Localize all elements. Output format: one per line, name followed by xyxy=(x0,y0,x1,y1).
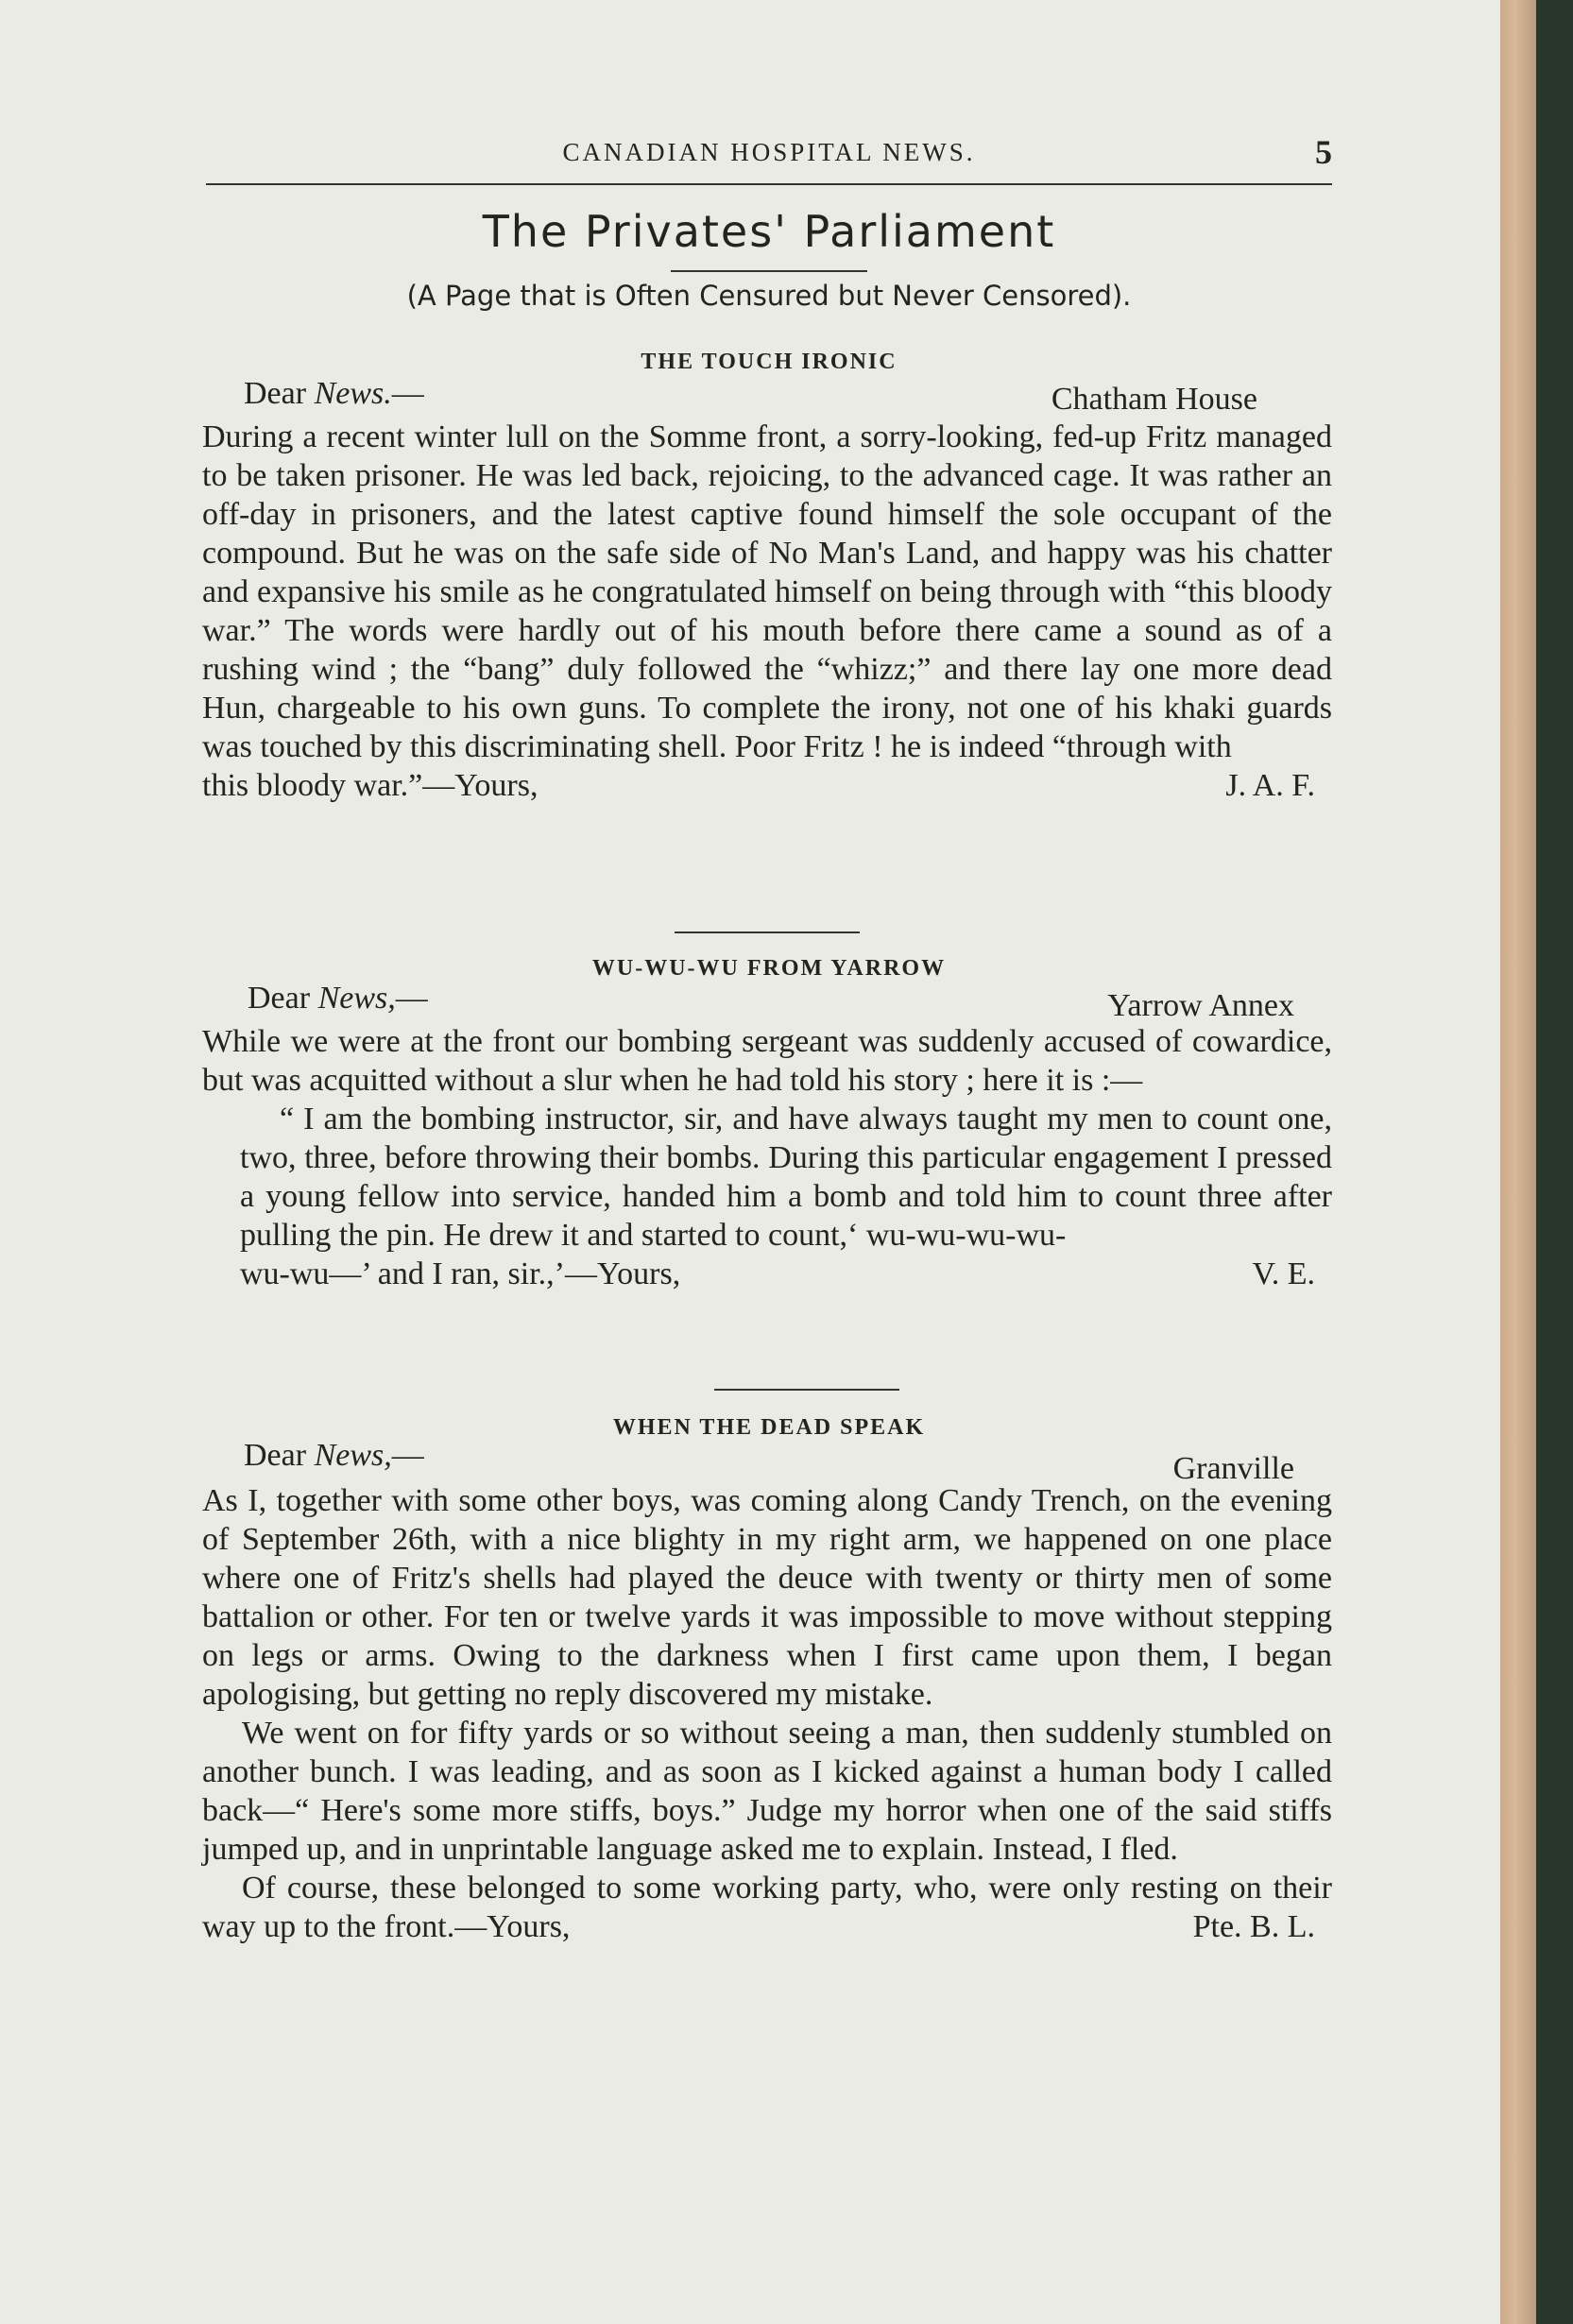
header-rule xyxy=(206,183,1332,185)
letter-paragraph: As I, together with some other boys, was coming along Candy Trench, on the evening of September 26th, with a nice blighty in my right arm, we happened on one place where one of Fritz's shells had played the deuce with twenty or thirty men of some battalion or other. For ten or twelve yards it was impossible to move without stepping on legs or arms. Owing to the darkness when I first came upon them, I began apologising, but getting no reply discovered my mistake. xyxy=(202,1483,1332,1712)
letter-paragraph: While we were at the front our bombing sergeant was suddenly accused of cowardice, but was acquitted without a slur when he had told his story ; here it is :— xyxy=(202,1024,1332,1098)
letter-place: Chatham House xyxy=(1051,382,1257,417)
page-number: 5 xyxy=(1315,133,1332,171)
running-head: CANADIAN HOSPITAL NEWS. xyxy=(562,138,976,166)
letter-paragraph: We went on for fifty yards or so without seeing a man, then suddenly stumbled on another bunch. I was leading, and as soon as I kicked against a human body I called back—“ Here's some more stiffs, boys.” Judge my horror when one of the said stiffs jumped up, and in unprintable language asked me to explain. Instead, I fled. xyxy=(202,1716,1332,1867)
letter-heading-dead-speak: WHEN THE DEAD SPEAK xyxy=(612,1415,926,1440)
letter-quote xyxy=(202,1100,1332,1293)
title-rule xyxy=(671,270,867,272)
letter-paragraph xyxy=(202,1869,1332,1946)
letter-place: Yarrow Annex xyxy=(1107,988,1294,1023)
letter-signature: J. A. F. xyxy=(1225,768,1315,803)
letter-closing: Of course, these belonged to some working party, who, were only resting on their way up to the front.—Yours, xyxy=(202,1871,1332,1944)
salutation: Dear News,— xyxy=(248,981,428,1016)
background-cover xyxy=(1536,0,1573,2324)
quote-paragraph: “ I am the bombing instructor, sir, and have always taught my men to count one, two, three, before throwing their bombs. During this particular engagement I pressed a young fellow into service, handed him a bomb and told him to count three after pulling the pin. He drew it and started to count,‘ wu-wu-wu-wu- xyxy=(240,1102,1332,1253)
letter-heading-wu-wu-wu: WU-WU-WU FROM YARROW xyxy=(591,956,947,981)
page-edge xyxy=(1500,0,1536,2324)
letter-sign-line xyxy=(240,1255,1332,1293)
page-title: The Privates' Parliament xyxy=(482,206,1056,257)
letter-body xyxy=(202,1022,1332,1293)
letter-body xyxy=(202,1481,1332,1946)
letter-body xyxy=(202,418,1332,805)
page-subtitle: (A Page that is Often Censured but Never Censored). xyxy=(406,280,1132,312)
page-header xyxy=(206,133,1332,185)
letter-paragraph: During a recent winter lull on the Somme front, a sorry-looking, fed-up Fritz managed to be taken prisoner. He was led back, rejoicing, to the advanced cage. It was rather an off-day in prisoners, and the latest captive found himself the sole occupant of the compound. But he was on the safe side of No Man's Land, and happy was his chatter and expansive his smile as he congratulated himself on being through with “this bloody war.” The words were hardly out of his mouth before there came a sound as of a rushing wind ; the “bang” duly followed the “whizz;” and there lay one more dead Hun, chargeable to his own guns. To complete the irony, not one of his khaki guards was touched by this discriminating shell. Poor Fritz ! he is indeed “through with xyxy=(202,419,1332,764)
separator-rule xyxy=(675,931,860,933)
salutation: Dear News.— xyxy=(244,376,424,411)
letter-sign-line xyxy=(202,766,1332,805)
letter-signature: V. E. xyxy=(1252,1256,1315,1291)
letter-place: Granville xyxy=(1172,1451,1294,1486)
letter-signature: Pte. B. L. xyxy=(1192,1909,1315,1944)
separator-rule xyxy=(714,1389,899,1391)
letter-heading-touch-ironic: THE TOUCH IRONIC xyxy=(641,350,898,374)
salutation: Dear News,— xyxy=(244,1438,424,1473)
letter-closing: wu-wu—’ and I ran, sir.,’—Yours, xyxy=(240,1256,681,1291)
letter-closing: this bloody war.”—Yours, xyxy=(202,768,539,803)
